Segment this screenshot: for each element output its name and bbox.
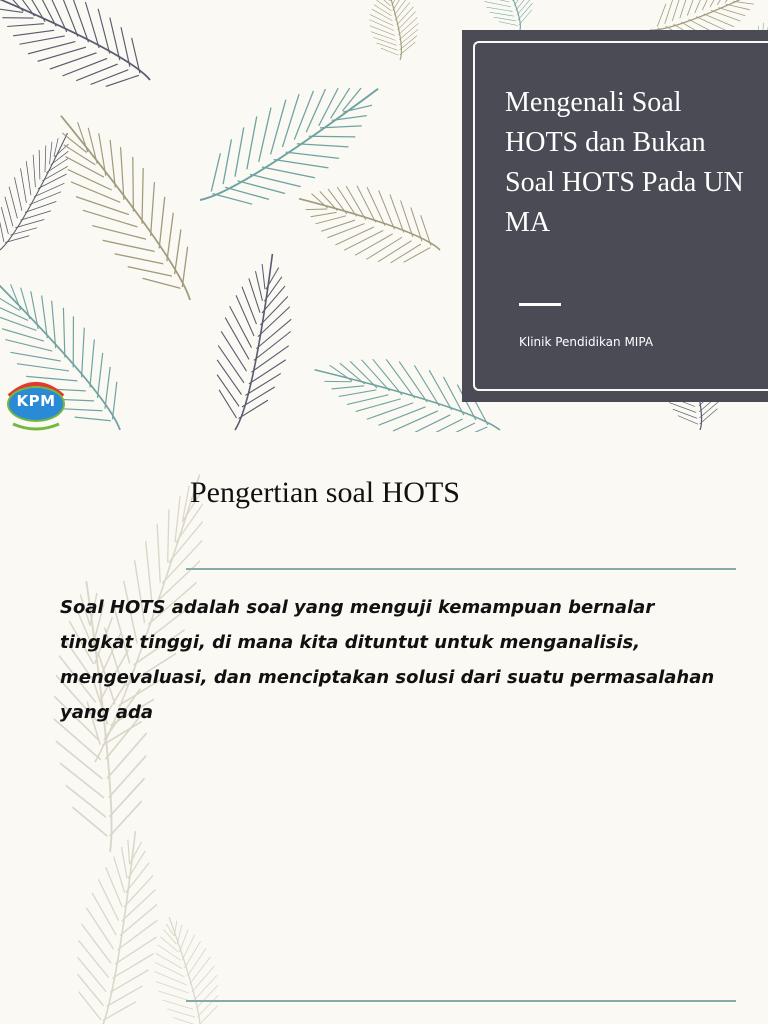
bottom-divider bbox=[186, 1000, 736, 1002]
title-panel-frame bbox=[473, 41, 768, 391]
definition-text: Soal HOTS adalah soal yang menguji kemampuan bernalar tingkat tinggi, di mana kita dituntut untuk menganalisis, mengevaluasi, dan menciptakan solusi dari suatu permasalahan yang ada bbox=[60, 597, 715, 723]
heading-divider bbox=[186, 568, 736, 570]
logo-text: KPM bbox=[16, 392, 56, 410]
title-panel bbox=[462, 30, 768, 402]
definition-slide bbox=[0, 432, 768, 1024]
slide-subtitle: Klinik Pendidikan MIPA bbox=[519, 335, 654, 349]
slide-title: Mengenali Soal HOTS dan Bukan Soal HOTS Pada UN MA bbox=[505, 87, 744, 238]
title-slide bbox=[0, 0, 768, 432]
title-divider bbox=[519, 303, 561, 306]
slide-heading: Pengertian soal HOTS bbox=[190, 476, 460, 509]
kpm-logo bbox=[3, 376, 69, 432]
